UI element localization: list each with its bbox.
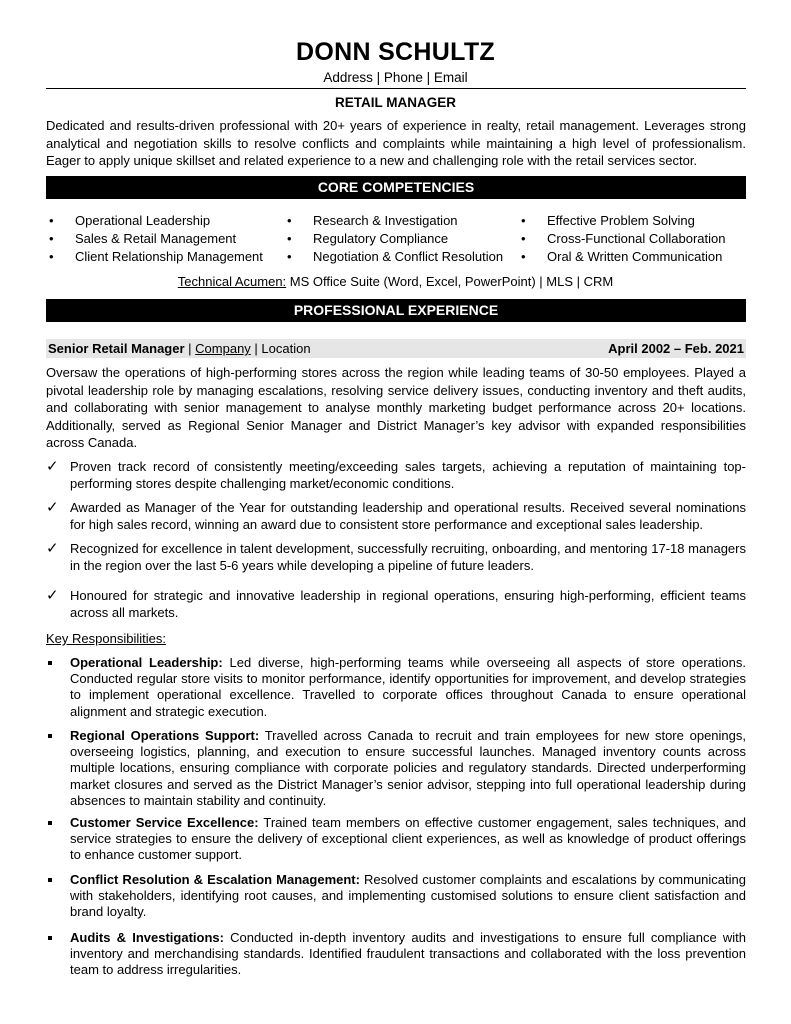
responsibility-item: Customer Service Excellence: Trained team members on effective customer engagement, sales techniques, and service strategies to ensure the delivery of exceptional client experiences, as well as knowledge of product offerings to enhance customer support.: [46, 815, 746, 864]
key-responsibilities-label: Key Responsibilities:: [46, 631, 166, 646]
responsibility-item: Conflict Resolution & Escalation Management: Resolved customer complaints and escalations by communicating with stakeholders, identifying root causes, and implementing customised solutions to ensure client satisfaction and brand loyalty.: [46, 872, 746, 921]
bullet-icon: •: [521, 231, 526, 246]
candidate-name: DONN SCHULTZ: [296, 38, 495, 66]
company-name: Company: [195, 341, 251, 356]
competency-item: • Oral & Written Communication: [518, 248, 725, 266]
job-title: RETAIL MANAGER: [335, 95, 456, 110]
square-bullet-icon: [48, 821, 52, 825]
technical-acumen: [0, 274, 791, 289]
bullet-icon: •: [287, 213, 292, 228]
responsibility-item: Regional Operations Support: Travelled across Canada to recruit and train employees for new store openings, overseeing logistics, planning, and execution to ensure successful launches. Managed inventory counts across multiple locations, ensuring compliance with corporate policies and regulatory standards. Directed underperforming market closures and served as the District Manager’s senior advisor, stepping into full operational leadership during absences to maintain stability and continuity.: [46, 728, 746, 809]
contact-line: Address | Phone | Email: [323, 70, 468, 85]
competency-item: • Client Relationship Management: [46, 248, 263, 266]
checkmark-icon: ✓: [46, 458, 59, 475]
competency-item: • Research & Investigation: [284, 212, 503, 230]
role-title: Senior Retail Manager: [48, 341, 185, 356]
role-overview: Oversaw the operations of high-performing stores across the region while leading teams of 30-50 employees. Played a pivotal leadership role by managing escalations, resolving service delivery issues, conducting inventory and theft audits, and collaborating with senior management to analyse monthly marketing budget performance across 20+ locations. Additionally, served as Regional Senior Manager and District Manager’s key advisor with expanded responsibilities across Canada.: [46, 365, 746, 450]
square-bullet-icon: [48, 661, 52, 665]
summary-paragraph: Dedicated and results-driven professional with 20+ years of experience in realty, retail management. Leverages strong analytical and negotiation skills to resolve conflicts and complaints while maintaining a high level of professionalism. Eager to apply unique skillset and related experience to a new and challenging role with the retail services sector.: [46, 118, 746, 168]
competency-item: • Effective Problem Solving: [518, 212, 725, 230]
achievement-item: ✓ Honoured for strategic and innovative leadership in regional operations, ensuring high-performing, efficient teams across all markets.: [46, 587, 746, 620]
job-location: Location: [261, 341, 311, 356]
core-competencies-heading: CORE COMPETENCIES: [46, 176, 746, 199]
square-bullet-icon: [48, 878, 52, 882]
competency-item: • Cross-Functional Collaboration: [518, 230, 725, 248]
responsibility-item: Audits & Investigations: Conducted in-depth inventory audits and investigations to ensure full compliance with inventory and merchandising standards. Identified fraudulent transactions and collaborated with the loss prevention team to address irregularities.: [46, 930, 746, 979]
checkmark-icon: ✓: [46, 499, 59, 516]
achievement-item: ✓ Recognized for excellence in talent development, successfully recruiting, onboarding, and mentoring 17-18 managers in the region over the last 5-6 years while developing a pipeline of future leaders.: [46, 540, 746, 573]
achievement-item: ✓ Proven track record of consistently meeting/exceeding sales targets, achieving a reputation of maintaining top-performing stores despite challenging market/economic conditions.: [46, 458, 746, 491]
achievement-item: ✓ Awarded as Manager of the Year for outstanding leadership and operational results. Received several nominations for high sales record, winning an award due to consistent store performance and exceptional sales leadership.: [46, 499, 746, 532]
competency-item: • Negotiation & Conflict Resolution: [284, 248, 503, 266]
bullet-icon: •: [521, 213, 526, 228]
competency-item: • Regulatory Compliance: [284, 230, 503, 248]
technical-acumen-value: MS Office Suite (Word, Excel, PowerPoint) | MLS | CRM: [286, 274, 614, 289]
square-bullet-icon: [48, 734, 52, 738]
job-dates: April 2002 – Feb. 2021: [608, 341, 744, 356]
bullet-icon: •: [49, 231, 54, 246]
checkmark-icon: ✓: [46, 587, 59, 604]
bullet-icon: •: [521, 249, 526, 264]
header-divider: [46, 88, 746, 89]
bullet-icon: •: [49, 213, 54, 228]
bullet-icon: •: [49, 249, 54, 264]
professional-experience-heading: PROFESSIONAL EXPERIENCE: [46, 299, 746, 322]
checkmark-icon: ✓: [46, 540, 59, 557]
technical-acumen-label: Technical Acumen:: [177, 274, 287, 289]
bullet-icon: •: [287, 231, 292, 246]
bullet-icon: •: [287, 249, 292, 264]
job-header: Senior Retail Manager | Company | Location April 2002 – Feb. 2021: [48, 341, 744, 356]
competency-item: • Sales & Retail Management: [46, 230, 263, 248]
responsibility-item: Operational Leadership: Led diverse, high-performing teams while overseeing all aspects of store operations. Conducted regular store visits to monitor performance, identify opportunities for improvement, and develop strategies to implement operational excellence. Travelled to corporate offices throughout Canada to ensure operational alignment and strategic execution.: [46, 655, 746, 720]
competency-column-3: [518, 212, 725, 266]
competency-column-2: [284, 212, 503, 266]
square-bullet-icon: [48, 936, 52, 940]
competency-item: • Operational Leadership: [46, 212, 263, 230]
competency-column-1: [46, 212, 263, 266]
